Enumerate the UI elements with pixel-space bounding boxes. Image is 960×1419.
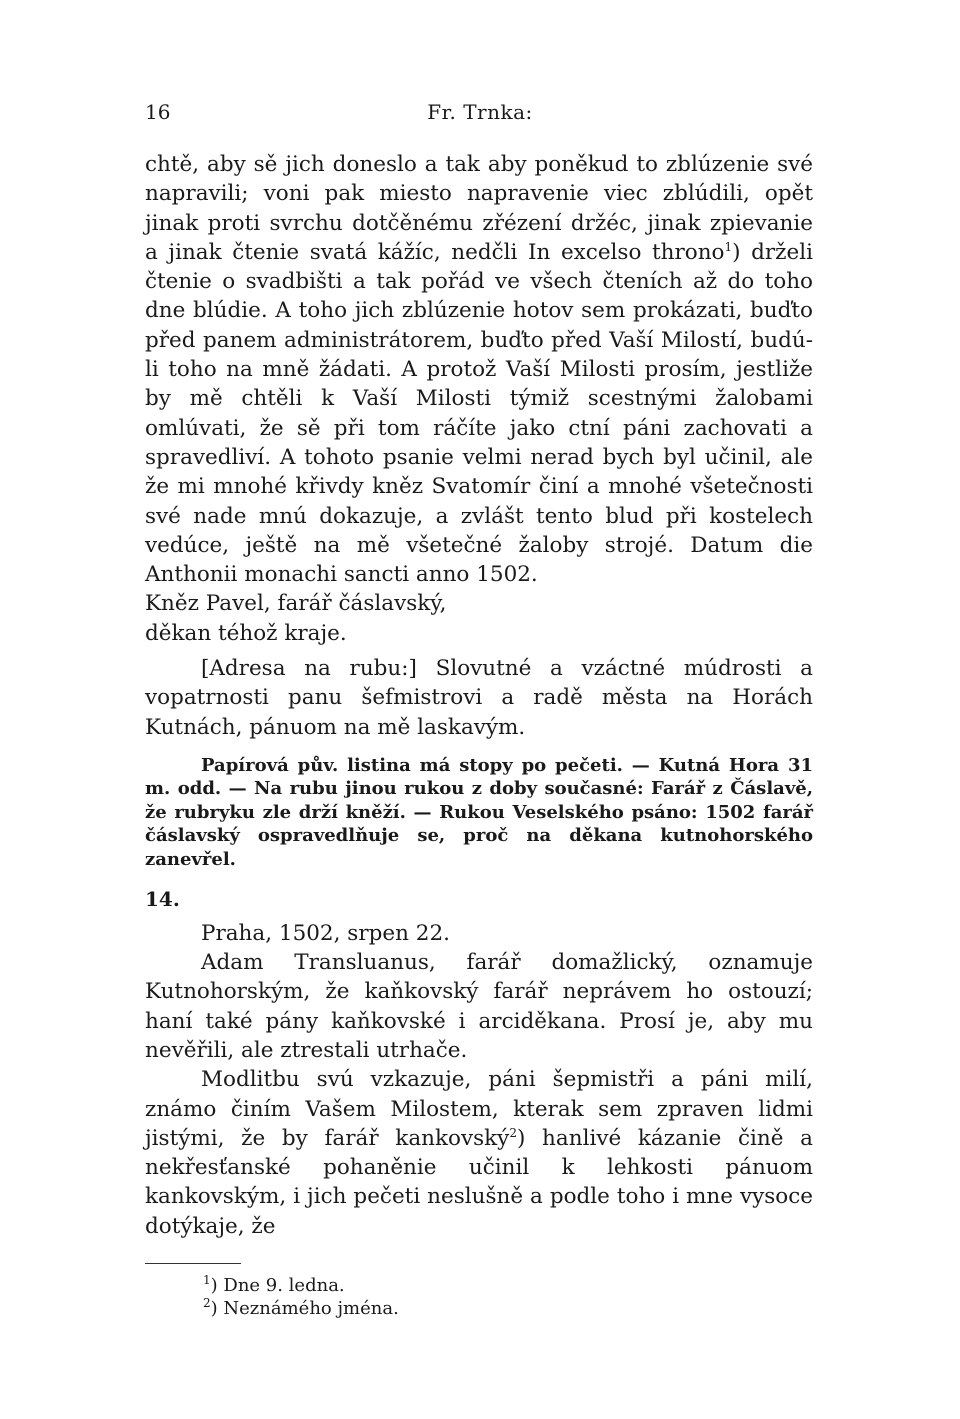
footnote-ref-2: 2 xyxy=(509,1125,517,1140)
editorial-note: Papírová pův. listina má stopy po pečeti. — Kutná Hora 31 m. odd. — Na rubu jinou rukou z doby současné: Farář z Čáslavě, že rubryku zle drží kněží. — Rukou Veselského psáno: 1502 farář čáslavský ospravedlňuje se, proč na děkana kutnohorského zanevřel. xyxy=(145,754,813,870)
footnote-1 xyxy=(145,1274,813,1297)
page-header xyxy=(145,100,815,130)
document-date: Praha, 1502, srpen 22. xyxy=(201,920,450,946)
letter-13-body-continued: ) drželi čtenie o svadbišti a tak pořád ve všech čteních až do toho dne blúdie. A toho jich zblúzenie hotov sem prokázati, buďto před panem administrátorem, buďto před Vaší Milostí, budú-li toho na mně žádati. A protož Vaší Milosti prosím, jestliže by mě chtěli k Vaší Milosti týmiž scestnými žalobami omlúvati, že sě při tom ráčíte jako ctní páni zachovati a spravedliví. A tohoto psanie velmi nerad bych byl učinil, ale že mi mnohé křivdy kněz Svatomír činí a mnohé všetečnosti své nade mnú dokazuje, a zvlášt tento blud při kostelech vedúce, ještě na mě všetečné žaloby strojé. Datum die Anthonii monachi sancti anno 1502. xyxy=(145,239,813,588)
footnote-rule xyxy=(145,1263,241,1264)
letter-14-body-continued: ) hanlivé kázanie čině a nekřesťanské pohaněnie učinil k lehkosti pánuom kankovským, i jich pečeti neslušně a podle toho i mne vysoce dotýkaje, že xyxy=(145,1125,813,1239)
footnote-2 xyxy=(145,1297,813,1320)
signature-line-1: Kněz Pavel, farář čáslavský, xyxy=(145,591,447,617)
document-summary: Adam Transluanus, farář domažlický, oznamuje Kutnohorským, že kaňkovský farář neprávem ho ostouzí; haní také pány kaňkovské i arciděkana. Prosí je, aby mu nevěřili, ale ztrestali utrhače. xyxy=(145,950,813,1063)
footnote-ref-1: 1 xyxy=(724,239,733,254)
footnote-2-mark: 2 xyxy=(203,1296,211,1310)
running-head: Fr. Trnka: xyxy=(427,100,533,124)
footnote-2-text: ) Neznámého jména. xyxy=(210,1298,399,1319)
page-body xyxy=(145,150,813,1320)
letter-14-body-text: Modlitbu svú vzkazuje, páni šepmistři a páni milí, známo činím Vašem Milostem, kterak sem zpraven lidmi jistými, že by farář kankovský xyxy=(145,1067,813,1151)
signature-line-2: děkan téhož kraje. xyxy=(145,620,347,646)
footnote-1-text: ) Dne 9. ledna. xyxy=(210,1275,345,1296)
letter-14-body xyxy=(145,1065,813,1241)
document-number: 14. xyxy=(145,887,180,912)
address-paragraph: [Adresa na rubu:] Slovutné a vzáctné múdrosti a vopatrnosti panu šefmistrovi a radě města na Horách Kutnách, pánuom na mě laskavým. xyxy=(145,656,813,740)
letter-13-body xyxy=(145,150,813,589)
letter-13-body-text: chtě, aby sě jich doneslo a tak aby poněkud to zblúzenie své napravili; voni pak miesto napravenie viec zblúdili, opět jinak proti svrchu dotčěnému zřézení držéc, jinak zpievanie a jinak čtenie svatá kážíc, nedčli In excelso throno xyxy=(145,152,813,265)
footnote-1-mark: 1 xyxy=(203,1273,211,1287)
page-number: 16 xyxy=(145,100,171,124)
